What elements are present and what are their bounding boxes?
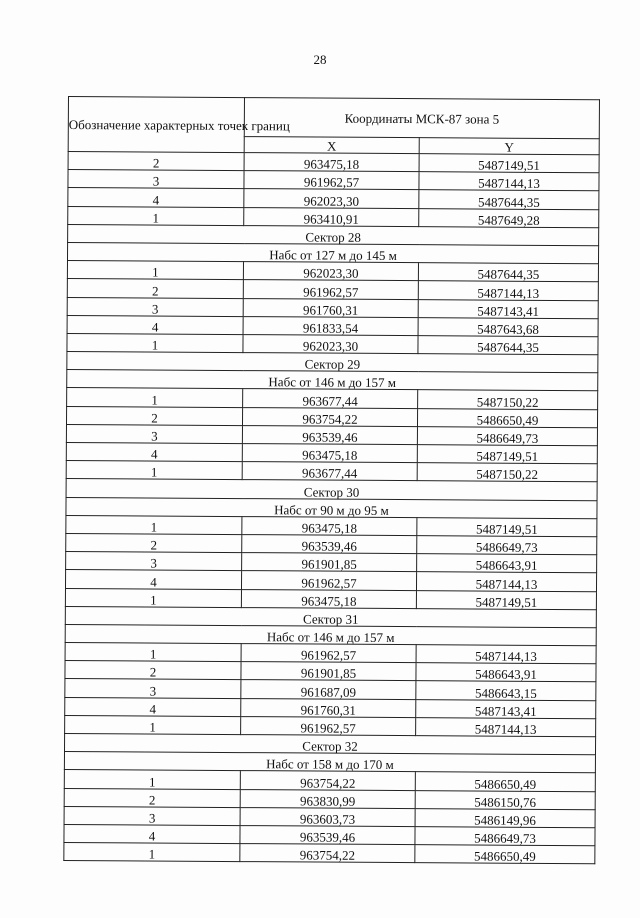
y-coordinate-cell: 5487149,51	[417, 517, 597, 536]
x-coordinate-cell: 963830,99	[240, 789, 415, 808]
y-coordinate-cell: 5487644,35	[419, 190, 599, 209]
point-cell: 1	[67, 333, 243, 352]
y-coordinate-cell: 5486643,91	[416, 663, 596, 682]
y-coordinate-cell: 5486650,49	[417, 408, 597, 427]
header-row	[68, 97, 599, 139]
sector-title: Сектор 32	[64, 733, 595, 754]
x-coordinate-cell: 962023,30	[243, 334, 418, 353]
x-coordinate-cell: 961833,54	[243, 316, 418, 335]
point-cell: 3	[65, 679, 241, 698]
y-coordinate-cell: 5487644,35	[418, 336, 598, 355]
point-cell: 4	[66, 442, 242, 461]
point-cell: 1	[64, 770, 240, 789]
y-coordinate-cell: 5487143,41	[416, 699, 596, 718]
x-coordinate-cell: 963754,22	[240, 771, 415, 790]
y-coordinate-cell: 5487144,13	[416, 717, 596, 736]
point-cell: 1	[65, 643, 241, 662]
x-column-header: X	[244, 137, 419, 154]
point-cell: 2	[64, 788, 240, 807]
point-cell: 1	[67, 261, 243, 280]
y-coordinate-cell: 5487144,13	[416, 572, 596, 591]
point-cell: 1	[68, 206, 244, 225]
point-cell: 3	[64, 806, 240, 825]
height-range: Набс от 146 м до 157 м	[65, 624, 596, 645]
x-coordinate-cell: 961962,57	[241, 571, 416, 590]
y-coordinate-cell: 5487149,51	[416, 590, 596, 609]
page-number: 28	[313, 52, 327, 67]
point-cell: 2	[68, 152, 244, 171]
y-coordinate-cell: 5486643,91	[417, 554, 597, 573]
table-row	[64, 843, 595, 864]
x-coordinate-cell: 961901,85	[242, 553, 417, 572]
x-coordinate-cell: 963475,18	[242, 444, 417, 463]
y-coordinate-cell: 5486150,76	[415, 790, 595, 809]
coordinates-table-wrapper	[63, 96, 599, 865]
x-coordinate-cell: 961760,31	[241, 698, 416, 717]
height-range: Набс от 158 м до 170 м	[64, 752, 595, 773]
x-coordinate-cell: 961962,57	[244, 171, 419, 190]
x-coordinate-cell: 961760,31	[243, 298, 418, 317]
y-coordinate-cell: 5487144,13	[416, 645, 596, 664]
coordinates-header: Координаты МСК-87 зона 5	[244, 98, 599, 139]
height-range: Набс от 127 м до 145 м	[67, 242, 598, 263]
x-coordinate-cell: 961687,09	[241, 680, 416, 699]
x-coordinate-cell: 963410,91	[244, 207, 419, 226]
y-coordinate-cell: 5487144,13	[419, 172, 599, 191]
sector-title: Сектор 29	[67, 352, 598, 373]
coordinates-table	[63, 96, 600, 865]
y-coordinate-cell: 5486649,73	[417, 426, 597, 445]
x-coordinate-cell: 963677,44	[243, 389, 418, 408]
y-coordinate-cell: 5487644,35	[418, 263, 598, 282]
x-coordinate-cell: 961962,57	[243, 280, 418, 299]
height-range: Набс от 146 м до 157 м	[67, 370, 598, 391]
x-coordinate-cell: 962023,30	[244, 189, 419, 208]
height-range: Набс от 90 м до 95 м	[66, 497, 597, 518]
y-coordinate-cell: 5487149,51	[417, 445, 597, 464]
x-coordinate-cell: 963754,22	[242, 407, 417, 426]
point-cell: 4	[65, 697, 241, 716]
point-cell: 4	[68, 188, 244, 207]
designation-header: Обозначение характерных точек границ	[68, 97, 244, 153]
y-column-header: Y	[419, 138, 599, 155]
y-coordinate-cell: 5487143,41	[418, 299, 598, 318]
point-cell: 1	[64, 843, 240, 862]
point-cell: 3	[66, 552, 242, 571]
x-coordinate-cell: 963603,73	[240, 807, 415, 826]
point-cell: 4	[67, 315, 243, 334]
point-cell: 1	[65, 588, 241, 607]
point-cell: 1	[66, 461, 242, 480]
point-cell: 3	[67, 297, 243, 316]
x-coordinate-cell: 961901,85	[241, 662, 416, 681]
x-coordinate-cell: 962023,30	[243, 262, 418, 281]
y-coordinate-cell: 5486650,49	[415, 845, 595, 864]
y-coordinate-cell: 5487149,51	[419, 154, 599, 173]
sector-title: Сектор 31	[65, 606, 596, 627]
sector-title: Сектор 28	[68, 224, 599, 245]
y-coordinate-cell: 5487150,22	[418, 390, 598, 409]
y-coordinate-cell: 5486643,15	[416, 681, 596, 700]
point-cell: 1	[66, 515, 242, 534]
x-coordinate-cell: 963677,44	[242, 462, 417, 481]
point-cell: 3	[66, 424, 242, 443]
y-coordinate-cell: 5487150,22	[417, 463, 597, 482]
point-cell: 1	[67, 388, 243, 407]
x-coordinate-cell: 963539,46	[240, 826, 415, 845]
point-cell: 2	[66, 406, 242, 425]
x-coordinate-cell: 963539,46	[242, 425, 417, 444]
point-cell: 1	[65, 715, 241, 734]
y-coordinate-cell: 5487144,13	[418, 281, 598, 300]
y-coordinate-cell: 5487649,28	[419, 208, 599, 227]
y-coordinate-cell: 5487643,68	[418, 317, 598, 336]
point-cell: 2	[66, 533, 242, 552]
point-cell: 4	[65, 570, 241, 589]
x-coordinate-cell: 961962,57	[241, 716, 416, 735]
y-coordinate-cell: 5486650,49	[415, 772, 595, 791]
point-cell: 4	[64, 824, 240, 843]
y-coordinate-cell: 5486649,73	[417, 536, 597, 555]
y-coordinate-cell: 5486649,73	[415, 827, 595, 846]
x-coordinate-cell: 961962,57	[241, 644, 416, 663]
point-cell: 2	[65, 661, 241, 680]
point-cell: 3	[68, 170, 244, 189]
x-coordinate-cell: 963539,46	[242, 535, 417, 554]
x-coordinate-cell: 963475,18	[244, 153, 419, 172]
x-coordinate-cell: 963475,18	[242, 516, 417, 535]
sector-title: Сектор 30	[66, 479, 597, 500]
y-coordinate-cell: 5486149,96	[415, 808, 595, 827]
x-coordinate-cell: 963754,22	[240, 844, 415, 863]
point-cell: 2	[67, 279, 243, 298]
x-coordinate-cell: 963475,18	[241, 589, 416, 608]
